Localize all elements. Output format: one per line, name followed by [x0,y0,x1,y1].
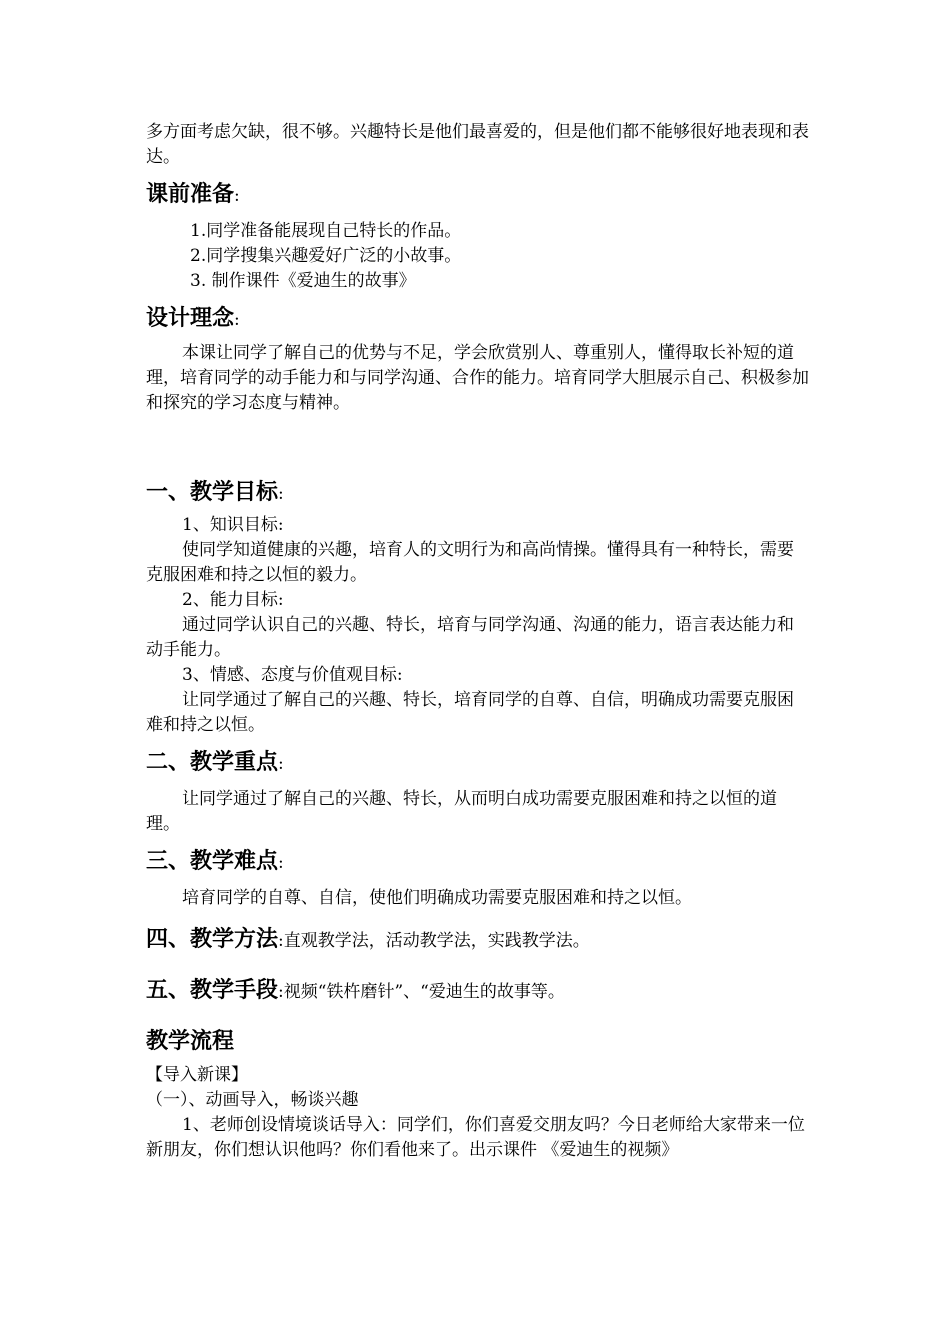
intro-paragraph: 多方面考虑欠缺，很不够。兴趣特长是他们最喜爱的，但是他们都不能够很好地表现和表达。 [146,122,809,167]
goals-heading-text: 一、教学目标 [146,480,279,505]
means-heading-colon: : [278,982,284,1002]
goals-heading-colon: : [278,484,284,504]
concept-heading-colon: : [234,310,240,330]
difficulty-heading [146,847,810,878]
goal-label-3: 3、情感、态度与价值观目标: [182,665,403,685]
difficulty-paragraph: 培育同学的自尊、自信，使他们明确成功需要克服困难和持之以恒。 [182,888,692,908]
flow-paragraph: 1、老师创设情境谈话导入：同学们，你们喜爱交朋友吗？今日老师给大家带来一位新朋友，你们想认识他吗？你们看他来了。出示课件 《爱迪生的视频》 [146,1115,805,1160]
goals-heading [146,478,810,509]
method-heading-colon: : [278,931,284,951]
flow-subsection-label: （一）、动画导入，畅谈兴趣 [146,1090,359,1110]
focus-paragraph: 让同学通过了解自己的兴趣、特长，从而明白成功需要克服困难和持之以恒的道理。 [146,789,777,834]
prep-heading-colon: : [234,186,240,206]
means-heading [146,976,810,1007]
goal-text-3: 让同学通过了解自己的兴趣、特长，培育同学的自尊、自信，明确成功需要克服困难和持之以恒。 [146,690,794,735]
prep-item-2: 2.同学搜集兴趣爱好广泛的小故事。 [190,246,462,266]
means-heading-text: 五、教学手段 [146,978,279,1003]
difficulty-heading-colon: : [278,853,284,873]
goal-text-1: 使同学知道健康的兴趣，培育人的文明行为和高尚情操。懂得具有一种特长，需要克服困难和持之以恒的毅力。 [146,540,794,585]
goal-label-2: 2、能力目标: [182,590,284,610]
prep-item-3: 3. 制作课件《爱迪生的故事》 [190,271,416,291]
focus-heading-colon: : [278,754,284,774]
goal-text-2: 通过同学认识自己的兴趣、特长，培育与同学沟通、沟通的能力，语言表达能力和动手能力。 [146,615,794,660]
method-heading-text: 四、教学方法 [146,927,279,952]
prep-heading [146,180,810,211]
focus-heading-text: 二、教学重点 [146,750,279,775]
difficulty-heading-text: 三、教学难点 [146,849,279,874]
concept-heading-text: 设计理念 [146,306,235,331]
concept-paragraph: 本课让同学了解自己的优势与不足，学会欣赏别人、尊重别人，懂得取长补短的道理，培育同学的动手能力和与同学沟通、合作的能力。培育同学大胆展示自己、积极参加和探究的学习态度与精神。 [146,343,809,413]
prep-item-1: 1.同学准备能展现自己特长的作品。 [190,221,462,241]
flow-section-label: 【导入新课】 [146,1065,248,1085]
prep-heading-text: 课前准备 [146,182,235,207]
method-text: 直观教学法，活动教学法，实践教学法。 [283,931,590,951]
document-page [146,120,810,1163]
means-text: 视频“铁杵磨针”、“爱迪生的故事等。 [283,982,565,1002]
flow-heading: 教学流程 [146,1029,235,1054]
concept-heading [146,304,810,335]
focus-heading [146,748,810,779]
goal-label-1: 1、知识目标: [182,515,284,535]
method-heading [146,925,810,956]
